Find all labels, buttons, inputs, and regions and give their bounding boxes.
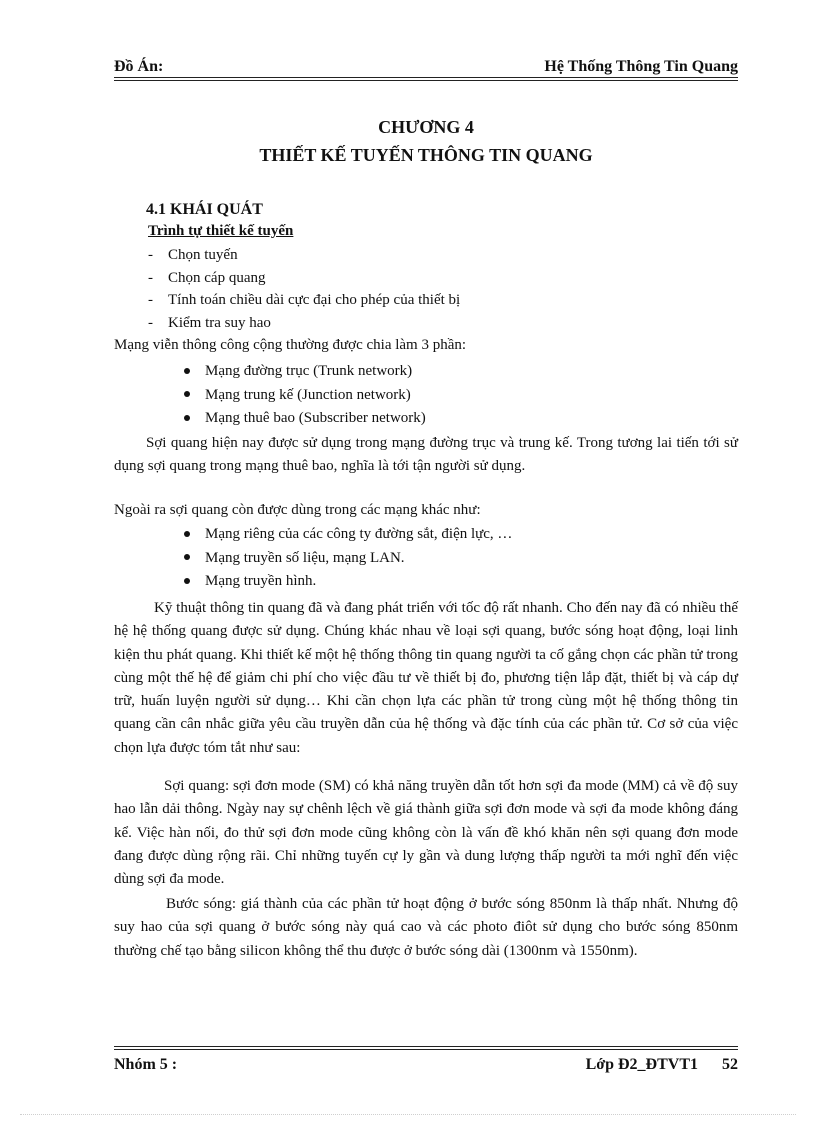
page-number: 52 <box>722 1056 738 1073</box>
network-part-label: Mạng đường trục (Trunk network) <box>205 363 413 379</box>
list-item <box>184 407 426 431</box>
footer-right <box>586 1056 738 1074</box>
list-item <box>148 312 460 335</box>
network-part-label: Mạng trung kế (Junction network) <box>205 386 411 403</box>
dash-marker: - <box>148 247 153 263</box>
step-label: Chọn tuyến <box>168 247 238 263</box>
section-subtitle <box>148 223 301 240</box>
bullet-icon <box>184 391 190 397</box>
other-network-label: Mạng truyền hình. <box>205 573 317 589</box>
header-left: Đồ Án: <box>114 58 164 75</box>
page-footer <box>114 1056 738 1076</box>
step-label: Tính toán chiều dài cực đại cho phép của thiết bị <box>168 292 461 308</box>
network-parts-list <box>184 360 426 431</box>
header-rule <box>114 77 738 78</box>
header-right: Hệ Thống Thông Tin Quang <box>544 58 738 75</box>
step-label: Chọn cáp quang <box>168 269 266 286</box>
paragraph-technology: Kỹ thuật thông tin quang đã và đang phát triển với tốc độ rất nhanh. Cho đến nay đã có nhiều thế hệ hệ thống quang được sử dụng. Chúng khác nhau về loại sợi quang, bước sóng hoạt động, loại linh kiện thu phát quang. Khi thiết kế một hệ thống thông tin quang người ta cố gắng chọn các phần tử trong cùng một thế hệ để giảm chi phí cho việc đầu tư về thiết bị đo, phương tiện lắp đặt, thiết bị và cáp dự trữ, huấn luyện người sử dụng… Khi cần chọn lựa các phần tử trong cùng một hệ thống thông tin quang cần cân nhắc giữa yêu cầu truyền dẫn của hệ thống và đặc tính của các phần tử. Cơ sở của việc chọn lựa được tóm tắt như sau: <box>114 600 738 756</box>
bullet-icon <box>184 578 190 584</box>
dash-marker: - <box>148 314 153 331</box>
other-network-label: Mạng riêng của các công ty đường sắt, điện lực, … <box>205 526 513 542</box>
chapter-number: CHƯƠNG 4 <box>378 117 474 137</box>
header-rule-second <box>114 80 738 81</box>
bullet-icon <box>184 368 190 374</box>
list-item <box>184 360 426 384</box>
list-item <box>184 570 512 594</box>
other-network-label: Mạng truyền số liệu, mạng LAN. <box>205 549 405 566</box>
dash-marker: - <box>148 269 153 286</box>
other-networks-list <box>184 523 512 594</box>
list-item <box>148 244 460 267</box>
other-networks-intro: Ngoài ra sợi quang còn được dùng trong các mạng khác như: <box>114 502 481 518</box>
paragraph-fiber-usage: Sợi quang hiện nay được sử dụng trong mạng đường trục và trung kế. Trong tương lai tiến tới sử dụng sợi quang trong mạng thuê bao, nghĩa là tới tận người sử dụng. <box>114 435 738 474</box>
network-part-label: Mạng thuê bao (Subscriber network) <box>205 410 426 426</box>
list-item <box>184 523 512 547</box>
chapter-title: THIẾT KẾ TUYẾN THÔNG TIN QUANG <box>259 145 593 165</box>
step-label: Kiểm tra suy hao <box>168 314 271 331</box>
paragraph-wavelength: Bước sóng: giá thành của các phần tử hoạt động ở bước sóng 850nm là thấp nhất. Nhưng độ suy hao của sợi quang ở bước sóng này quá cao và các photo điôt sử dụng cho bước sóng 850nm thường chế tạo bằng silicon không thể thu được ở bước sóng dài (1300nm và 1550nm). <box>114 896 738 959</box>
paragraph-fiber: Sợi quang: sợi đơn mode (SM) có khả năng truyền dẫn tốt hơn sợi đa mode (MM) cả về độ suy hao lẫn dải thông. Ngày nay sự chênh lệch về giá thành giữa sợi đơn mode và sợi đa mode không đáng kể. Việc hàn nối, đo thử sợi đơn mode cũng không còn là vấn đề khó khăn nên sợi quang đơn mode đang được dùng rộng rãi. Chỉ những tuyến cự ly gần và dung lượng thấp người ta mới nghĩ đến việc dùng sợi đa mode. <box>114 778 738 888</box>
footer-class: Lớp Đ2_ĐTVT1 <box>585 1056 698 1073</box>
list-item <box>148 289 460 312</box>
list-item <box>148 267 460 290</box>
footer-group: Nhóm 5 : <box>114 1056 178 1073</box>
page-edge-divider <box>20 1114 796 1115</box>
dash-marker: - <box>148 292 153 308</box>
section-title: 4.1 KHÁI QUÁT <box>146 201 263 218</box>
network-intro: Mạng viễn thông công cộng thường được chia làm 3 phần: <box>114 337 467 353</box>
bullet-icon <box>184 554 190 560</box>
bullet-icon <box>184 531 190 537</box>
footer-rule <box>114 1046 738 1047</box>
list-item <box>184 384 426 408</box>
design-steps-list <box>148 244 460 334</box>
footer-rule-second <box>114 1049 738 1050</box>
bullet-icon <box>184 415 190 421</box>
section-subtitle-text: Trình tự thiết kế tuyến <box>148 223 294 239</box>
list-item <box>184 547 512 571</box>
